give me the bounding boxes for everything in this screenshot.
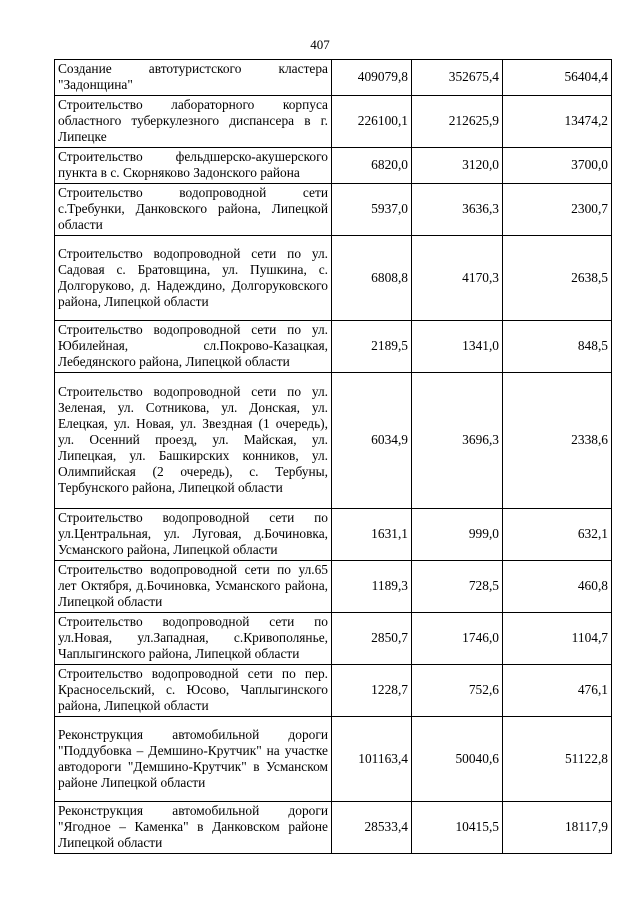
row-name: Строительство водопроводной сети по ул. Садовая с. Братовщина, ул. Пушкина, с. Долгоруково, д. Надеждино, Долгоруковского района, Липецкой области <box>55 236 332 321</box>
page-number: 407 <box>310 37 330 52</box>
table-row <box>55 509 612 561</box>
row-name: Создание автотуристского кластера "Задонщина" <box>55 60 332 96</box>
table-row <box>55 60 612 96</box>
row-name: Строительство водопроводной сети по ул.Центральная, ул. Луговая, д.Бочиновка, Усманского района, Липецкой области <box>55 509 332 561</box>
table-row <box>55 148 612 184</box>
table-row <box>55 717 612 802</box>
table-row <box>55 321 612 373</box>
table-row <box>55 373 612 509</box>
row-name: Строительство водопроводной сети по ул.Новая, ул.Западная, с.Кривополянье, Чаплыгинского района, Липецкой области <box>55 613 332 665</box>
row-value-2: 3120,0 <box>412 148 503 184</box>
table-row <box>55 802 612 854</box>
row-name: Строительство водопроводной сети по ул. Юбилейная, сл.Покрово-Казацкая, Лебедянского района, Липецкой области <box>55 321 332 373</box>
row-total: 1189,3 <box>332 561 412 613</box>
row-total: 6808,8 <box>332 236 412 321</box>
row-total: 1228,7 <box>332 665 412 717</box>
row-value-2: 1746,0 <box>412 613 503 665</box>
row-value-2: 352675,4 <box>412 60 503 96</box>
row-value-2: 999,0 <box>412 509 503 561</box>
row-total: 1631,1 <box>332 509 412 561</box>
row-total: 6034,9 <box>332 373 412 509</box>
row-value-2: 728,5 <box>412 561 503 613</box>
row-value-3: 460,8 <box>503 561 612 613</box>
table-row <box>55 96 612 148</box>
row-value-3: 13474,2 <box>503 96 612 148</box>
row-value-2: 4170,3 <box>412 236 503 321</box>
budget-table <box>54 59 612 854</box>
row-value-3: 1104,7 <box>503 613 612 665</box>
row-value-3: 51122,8 <box>503 717 612 802</box>
row-value-2: 10415,5 <box>412 802 503 854</box>
table-body <box>55 60 612 854</box>
row-name: Строительство водопроводной сети по ул.65 лет Октября, д.Бочиновка, Усманского района, Липецкой области <box>55 561 332 613</box>
row-value-2: 50040,6 <box>412 717 503 802</box>
row-value-3: 18117,9 <box>503 802 612 854</box>
row-value-3: 2300,7 <box>503 184 612 236</box>
table-row <box>55 236 612 321</box>
row-value-3: 3700,0 <box>503 148 612 184</box>
table-row <box>55 184 612 236</box>
row-value-2: 1341,0 <box>412 321 503 373</box>
row-total: 6820,0 <box>332 148 412 184</box>
row-total: 226100,1 <box>332 96 412 148</box>
row-name: Реконструкция автомобильной дороги "Поддубовка – Демшино-Крутчик" на участке автодороги "Демшино-Крутчик" в Усманском районе Липецкой области <box>55 717 332 802</box>
row-value-3: 56404,4 <box>503 60 612 96</box>
row-value-3: 2638,5 <box>503 236 612 321</box>
table-row <box>55 561 612 613</box>
row-value-3: 476,1 <box>503 665 612 717</box>
row-total: 101163,4 <box>332 717 412 802</box>
row-total: 5937,0 <box>332 184 412 236</box>
row-value-3: 2338,6 <box>503 373 612 509</box>
table-row <box>55 665 612 717</box>
row-total: 2189,5 <box>332 321 412 373</box>
row-name: Строительство фельдшерско-акушерского пункта в с. Скорняково Задонского района <box>55 148 332 184</box>
row-value-2: 212625,9 <box>412 96 503 148</box>
table-row <box>55 613 612 665</box>
row-total: 409079,8 <box>332 60 412 96</box>
row-value-2: 3696,3 <box>412 373 503 509</box>
row-name: Реконструкция автомобильной дороги "Ягодное – Каменка" в Данковском районе Липецкой области <box>55 802 332 854</box>
row-value-2: 3636,3 <box>412 184 503 236</box>
row-total: 2850,7 <box>332 613 412 665</box>
row-name: Строительство водопроводной сети по пер. Красносельский, с. Юсово, Чаплыгинского района, Липецкой области <box>55 665 332 717</box>
row-name: Строительство водопроводной сети по ул. Зеленая, ул. Сотникова, ул. Донская, ул. Елецкая, ул. Новая, ул. Звездная (1 очередь), ул. Осенний проезд, ул. Майская, ул. Липецкая, ул. Башкирских конников, ул. Олимпийская (2 очередь), с. Тербуны, Тербунского района, Липецкой области <box>55 373 332 509</box>
row-total: 28533,4 <box>332 802 412 854</box>
row-name: Строительство лабораторного корпуса областного туберкулезного диспансера в г. Липецке <box>55 96 332 148</box>
row-name: Строительство водопроводной сети с.Требунки, Данковского района, Липецкой области <box>55 184 332 236</box>
row-value-3: 848,5 <box>503 321 612 373</box>
row-value-3: 632,1 <box>503 509 612 561</box>
row-value-2: 752,6 <box>412 665 503 717</box>
